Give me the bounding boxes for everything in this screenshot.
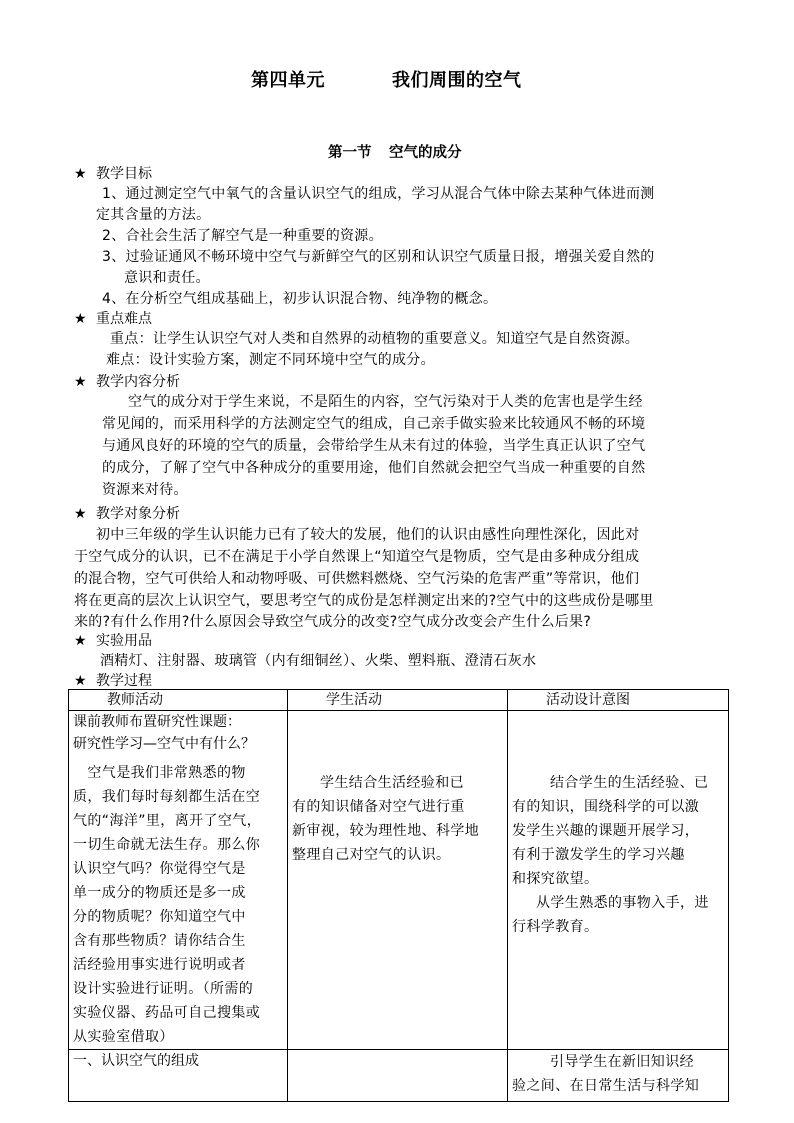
audience-line: 初中三年级的学生认识能力已有了较大的发展，他们的认识由感性向理性深化，因此对 xyxy=(96,527,640,543)
cell-line: 从实验室借取） xyxy=(73,1029,174,1045)
star-icon: ★ xyxy=(74,633,87,649)
cell-line: 课前教师布置研究性课题： xyxy=(73,714,241,730)
star-icon: ★ xyxy=(74,166,87,182)
cell-line: 设计实验进行证明。（所需的 xyxy=(73,981,254,997)
audience-heading: ★ 教学对象分析 xyxy=(74,506,180,522)
goals-heading: ★ 教学目标 xyxy=(74,166,152,182)
cell-line: 实验仪器、药品可自己搜集或 xyxy=(73,1005,261,1021)
teacher-activity-cell xyxy=(69,1050,288,1102)
audience-line: 来的?有什么作用?什么原因会导致空气成分的改变?空气成分改变会产生什么后果? xyxy=(74,614,592,630)
goals-line: 1、通过测定空气中氧气的含量认识空气的组成，学习从混合气体中除去某种气体进而测 xyxy=(102,186,655,202)
audience-line: 于空气成分的认识，已不在满足于小学自然课上“知道空气是物质，空气是由多种成分组成 xyxy=(74,549,640,565)
star-icon: ★ xyxy=(74,506,87,522)
cell-line: 整理自己对空气的认识。 xyxy=(292,847,451,863)
content-line: 的成分，了解了空气中各种成分的重要用途，他们自然就会把空气当成一种重要的自然 xyxy=(102,460,646,476)
process-heading: ★ 教学过程 xyxy=(74,673,152,689)
table-row xyxy=(69,711,729,1050)
cell-line: 单一成分的物质还是多一成 xyxy=(73,885,246,901)
cell-line: 引导学生在新旧知识经 xyxy=(550,1054,694,1070)
cell-line: 结合学生的生活经验、已 xyxy=(550,775,709,791)
audience-line: 将在更高的层次上认识空气，要思考空气的成份是怎样测定出来的?空气中的这些成份是哪里 xyxy=(74,593,654,609)
page-title xyxy=(0,66,794,90)
cell-line: 有利于激发学生的学习兴趣 xyxy=(512,847,685,863)
intent-cell xyxy=(508,1050,729,1102)
materials-heading: ★ 实验用品 xyxy=(74,633,152,649)
cell-line: 一切生命就无法生存。那么你 xyxy=(73,837,261,853)
goals-line: 3、过验证通风不畅环境中空气与新鲜空气的区别和认识空气质量日报，增强关爱自然的 xyxy=(102,249,655,265)
star-icon: ★ xyxy=(74,374,87,390)
content-line: 常见闻的，而采用科学的方法测定空气的组成，自己亲手做实验来比较通风不畅的环境 xyxy=(102,416,646,432)
cell-line: 研究性学习—空气中有什么？ xyxy=(73,736,255,752)
header-teacher: 教师活动 xyxy=(69,690,288,711)
section-title xyxy=(0,141,794,163)
teacher-activity-cell xyxy=(69,711,288,1050)
unit-name: 我们周围的空气 xyxy=(392,70,522,91)
cell-line: 气的“海洋”里，离开了空气， xyxy=(73,813,262,829)
content-line: 空气的成分对于学生来说，不是陌生的内容，空气污染对于人类的危害也是学生经 xyxy=(128,394,643,410)
unit-number: 第四单元 xyxy=(251,70,325,91)
keypoints-line: 重点：让学生认识空气对人类和自然界的动植物的重要意义。知道空气是自然资源。 xyxy=(110,331,640,347)
cell-line: 分的物质呢？你知道空气中 xyxy=(73,909,246,925)
content-heading: ★ 教学内容分析 xyxy=(74,374,180,390)
goals-line: 2、合社会生活了解空气是一种重要的资源。 xyxy=(102,228,383,244)
cell-line: 活经验用事实进行说明或者 xyxy=(73,957,246,973)
table-header-row xyxy=(69,690,729,711)
header-intent: 活动设计意图 xyxy=(508,690,729,711)
audience-line: 的混合物，空气可供给人和动物呼吸、可供燃料燃烧、空气污染的危害严重”等常识，他们 xyxy=(74,571,640,587)
section-name: 空气的成分 xyxy=(389,145,462,161)
keypoints-line: 难点：设计实验方案，测定不同环境中空气的成分。 xyxy=(106,352,435,368)
process-table xyxy=(68,689,728,1094)
cell-line: 有的知识储备对空气进行重 xyxy=(292,799,465,815)
materials-text: 酒精灯、注射器、玻璃管（内有细铜丝）、火柴、塑料瓶、澄清石灰水 xyxy=(100,653,537,669)
goals-line: 意识和责任。 xyxy=(124,270,210,286)
star-icon: ★ xyxy=(74,673,87,689)
cell-line: 一、认识空气的组成 xyxy=(73,1053,199,1069)
cell-line: 从学生熟悉的事物入手，进 xyxy=(536,895,709,911)
cell-line: 有的知识，围绕科学的可以激 xyxy=(512,799,700,815)
goals-line: 定其含量的方法。 xyxy=(96,207,211,223)
goals-line: 4、在分析空气组成基础上，初步认识混合物、纯净物的概念。 xyxy=(102,291,498,307)
section-number: 第一节 xyxy=(328,145,372,161)
table-row xyxy=(69,1050,729,1102)
keypoints-heading: ★ 重点难点 xyxy=(74,311,152,327)
cell-line: 含有那些物质？请你结合生 xyxy=(73,933,246,949)
student-activity-cell xyxy=(288,1050,508,1102)
content-line: 与通风良好的环境的空气的质量，会带给学生从未有过的体验，当学生真正认识了空气 xyxy=(102,438,646,454)
star-icon: ★ xyxy=(74,311,87,327)
cell-line: 空气是我们非常熟悉的物 xyxy=(73,765,246,781)
cell-line: 质，我们每时每刻都生活在空 xyxy=(73,789,261,805)
cell-line: 和探究欲望。 xyxy=(512,871,599,887)
cell-line: 发学生兴趣的课题开展学习， xyxy=(512,823,700,839)
intent-cell xyxy=(508,711,729,1050)
cell-line: 新审视，较为理性地、科学地 xyxy=(292,823,480,839)
header-student: 学生活动 xyxy=(288,690,508,711)
cell-line: 学生结合生活经验和已 xyxy=(320,775,464,791)
cell-line: 认识空气吗？你觉得空气是 xyxy=(73,861,246,877)
cell-line: 行科学教育。 xyxy=(512,919,599,935)
student-activity-cell xyxy=(288,711,508,1050)
cell-line: 验之间、在日常生活与科学知 xyxy=(512,1078,700,1094)
content-line: 资源来对待。 xyxy=(102,482,188,498)
